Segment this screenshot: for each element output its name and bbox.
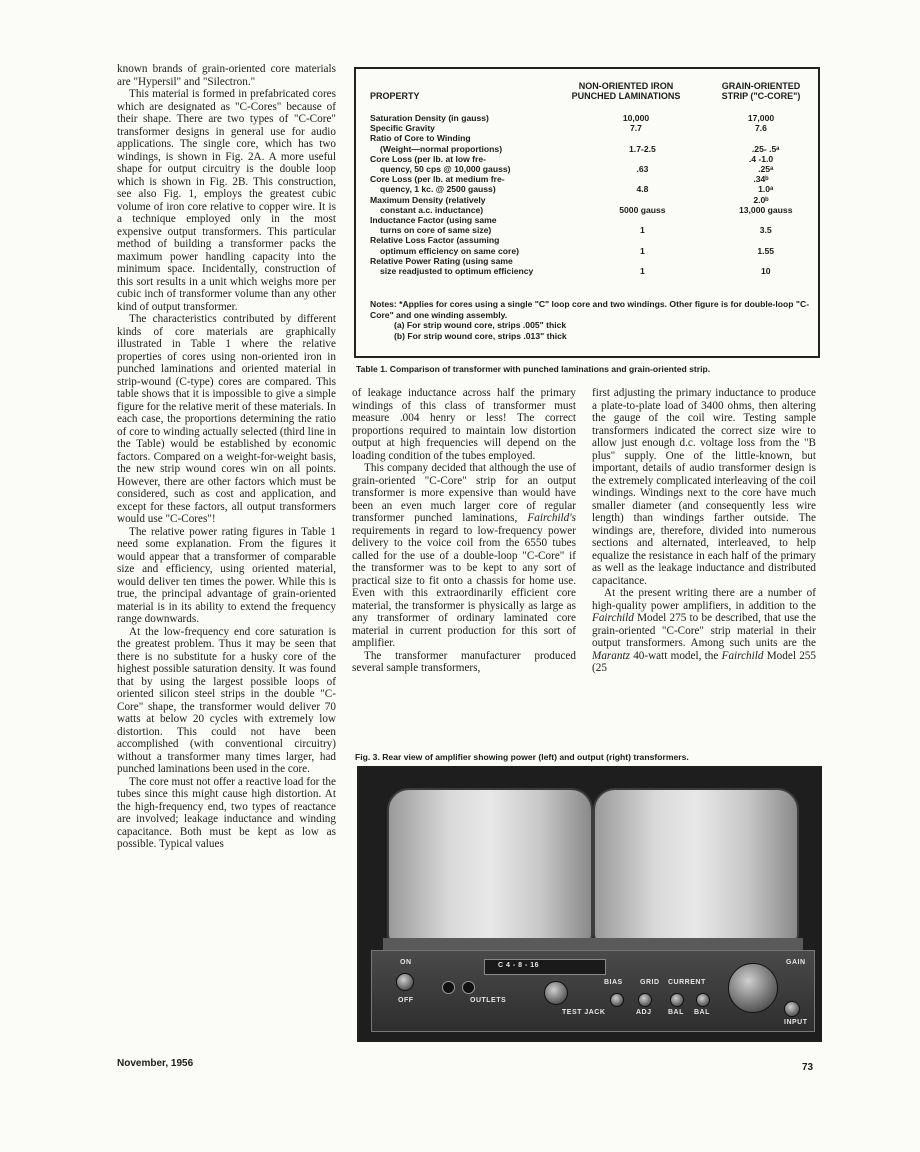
bal-knob-icon xyxy=(670,993,684,1007)
table-row xyxy=(370,154,820,164)
table-row xyxy=(370,123,820,133)
paragraph: The relative power rating figures in Table 1 need some explanation. From the figures it would appear that a transformer of comparable size and efficiency, using oriented material, would deliver ten times the power. While this is true, the principal advantage of grain-oriented material is in its ability to extend the frequency range downwards. xyxy=(117,525,336,625)
test-jack-label: TEST JACK xyxy=(562,1009,606,1016)
bal-label: BAL xyxy=(694,1009,710,1016)
table-row xyxy=(370,113,820,123)
table-row xyxy=(370,144,820,154)
table-row xyxy=(370,215,820,225)
table-cell: Relative Loss Factor (assuming xyxy=(370,235,500,246)
table-cell xyxy=(706,256,816,266)
table-cell: 7.6 xyxy=(755,123,767,134)
current-label: CURRENT xyxy=(668,979,706,986)
note-a: (a) For strip wound core, strips .005" thick xyxy=(394,320,567,330)
table-cell: (Weight—normal proportions) xyxy=(380,143,503,154)
socket-icon xyxy=(462,981,475,994)
table-cell: 1 xyxy=(640,266,645,277)
table-cell: Core Loss (per lb. at medium fre- xyxy=(370,174,505,185)
grid-label: GRID xyxy=(640,979,660,986)
table-cell: 3.5 xyxy=(759,225,772,236)
table-cell: size readjusted to optimum efficiency xyxy=(380,266,534,277)
amplifier-photo xyxy=(357,766,822,1042)
off-label: OFF xyxy=(398,997,414,1004)
table-cell: 1 xyxy=(640,225,645,236)
table-cell: Ratio of Core to Winding xyxy=(370,133,471,144)
table-rows xyxy=(370,113,820,276)
input-jack-icon xyxy=(784,1001,800,1017)
paragraph: The characteristics contributed by different kinds of core materials are graphically illustrated in Table 1 where the relative properties of cores using non-oriented iron in punched laminations and oriented material in strip-wound (C-type) cores are compared. This table shows that it is impossible to give a simple figure for the relative merit of these materials. In each case, the proportions determining the ratio of core to winding actually selected (third line in the Table) would be established by economic factors. Compared on a weight-for-weight basis, the new strip wound cores win on all points. However, there are other factors which must be considered, such as cost and application, and except for these factors, all output transformers would use "C-Cores"! xyxy=(117,313,336,525)
text-column-1 xyxy=(117,63,336,851)
table-cell xyxy=(706,235,816,245)
test-jack-icon xyxy=(544,981,568,1005)
header-property: PROPERTY xyxy=(370,91,420,101)
table-cell: constant a.c. inductance) xyxy=(380,204,484,215)
header-non-oriented: NON-ORIENTED IRON PUNCHED LAMINATIONS xyxy=(571,81,681,101)
table-cell: Maximum Density (relatively xyxy=(370,194,486,205)
bias-knob-icon xyxy=(610,993,624,1007)
table-cell: turns on core of same size) xyxy=(380,225,492,236)
power-transformer xyxy=(387,788,593,946)
note-main: Notes: *Applies for cores using a single "C" loop core and two windings. Other figure is for double-loop "C-Core" and one winding assembly. xyxy=(370,299,810,320)
table-cell xyxy=(566,133,706,143)
table-cell: .4 -1.0 xyxy=(748,153,774,164)
table-row xyxy=(370,246,820,256)
table-cell xyxy=(706,215,816,225)
table-notes xyxy=(370,299,810,341)
paragraph: The core must not offer a reactive load for the tubes since this might cause high distortion. At the high-frequency end, two types of reactance are involved; leakage inductance and winding capacitance. Both must be kept as low as possible. Typical values xyxy=(117,775,336,850)
bal-knob-icon xyxy=(696,993,710,1007)
table-cell xyxy=(566,235,706,245)
table-cell: 1.0ᵃ xyxy=(758,184,774,195)
table-cell: .34ᵇ xyxy=(753,174,769,185)
issue-date: November, 1956 xyxy=(117,1058,194,1069)
table-cell: 2.0ᵇ xyxy=(753,194,769,205)
paragraph: known brands of grain-oriented core materials are "Hypersil" and "Silectron." xyxy=(117,63,336,88)
socket-icon xyxy=(442,981,455,994)
comparison-table xyxy=(354,67,820,358)
page-number: 73 xyxy=(802,1062,814,1073)
text-column-3 xyxy=(592,387,816,675)
speaker-taps-label: C 4 - 8 - 16 xyxy=(498,962,540,969)
table-cell: Relative Power Rating (using same xyxy=(370,255,513,266)
paragraph: This company decided that although the use of grain-oriented "C-Core" strip for an output transformer is more expensive than would have been an even much larger core of regular transformer punched laminations, Fairchild's requirements in regard to low-frequency power delivery to the voice coil from the 6550 tubes called for the use of a double-loop "C-Core" if the transformer was to be kept to any sort of practical size to fit onto a chassis for home use. Even with this extraordinarily efficient core material, the transformer is physically as large as any transformer of ordinary laminated core material in current production for this sort of amplifier. xyxy=(352,462,576,649)
rear-panel xyxy=(371,950,815,1032)
power-switch-icon xyxy=(396,973,414,991)
paragraph: This material is formed in prefabricated cores which are designated as "C-Cores" because of their shape. There are two types of "C-Core" transformer designs in general use for audio applications. The single core, which has two windings, is shown in Fig. 2A. A more useful shape for output circuitry is the double loop which is shown in Fig. 2B. This construction, see also Fig. 1, employs the greatest cubic volume of iron core relative to copper wire. It is a technique employed only in the most expensive output transformers. This particular method of building a transformer packs the maximum power handling capacity into the minimum space. Incidentally, construction of this sort results in a unit which weighs more per cubic inch of transformer volume than any other kind of output transformer. xyxy=(117,88,336,313)
table-cell: quency, 50 cps @ 10,000 gauss) xyxy=(380,164,511,175)
table-cell xyxy=(566,154,706,164)
table-cell: 5000 gauss xyxy=(619,204,666,215)
adj-knob-icon xyxy=(638,993,652,1007)
header-grain-oriented: GRAIN-ORIENTED STRIP ("C-CORE") xyxy=(721,81,801,101)
table-row xyxy=(370,164,820,174)
table-row xyxy=(370,256,820,266)
table-cell xyxy=(566,215,706,225)
table-row xyxy=(370,205,820,215)
table-cell xyxy=(566,174,706,184)
input-label: INPUT xyxy=(784,1019,808,1026)
table-cell: 10,000 xyxy=(622,113,650,123)
table-row xyxy=(370,133,820,143)
note-b: (b) For strip wound core, strips .013" thick xyxy=(394,330,567,341)
table-cell: .63 xyxy=(636,164,649,175)
bias-label: BIAS xyxy=(604,979,623,986)
table-cell: Core Loss (per lb. at low fre- xyxy=(370,153,487,164)
table-cell: quency, 1 kc. @ 2500 gauss) xyxy=(380,184,496,195)
paragraph: first adjusting the primary inductance to produce a plate-to-plate load of 3400 ohms, then altering the gauge of the coil wire. Testing sample transformers indicated the correct size wire to allow just enough d.c. voltage loss from the "B plus" supply. One of the little-known, but important, details of audio transformer design is the extremely complicated interleaving of the coil windings. Windings next to the core have much smaller diameter (and consequently less wire length) than windings farther outside. The windings are, therefore, divided into numerous sections and alternated, interleaved, to help equalize the resistance in each half of the primary as well as the leakage inductance and distributed capacitance. xyxy=(592,387,816,587)
table-row xyxy=(370,184,820,194)
table-row xyxy=(370,225,820,235)
table-cell xyxy=(566,195,706,205)
figure-caption: Fig. 3. Rear view of amplifier showing power (left) and output (right) transformers. xyxy=(355,752,689,762)
table-cell: .25ᵃ xyxy=(758,164,774,175)
table-row xyxy=(370,235,820,245)
table-row xyxy=(370,266,820,276)
table-cell: 13,000 gauss xyxy=(738,204,793,215)
table-cell: 10 xyxy=(760,266,771,277)
table-cell xyxy=(566,256,706,266)
bal-label: BAL xyxy=(668,1009,684,1016)
table-caption: Table 1. Comparison of transformer with punched laminations and grain-oriented strip. xyxy=(356,364,711,374)
table-cell: Saturation Density (in gauss) xyxy=(370,113,489,123)
table-cell: optimum efficiency on same core) xyxy=(380,245,519,256)
gain-label: GAIN xyxy=(786,959,806,966)
output-transformer xyxy=(593,788,799,946)
table-row xyxy=(370,174,820,184)
paragraph: of leakage inductance across half the primary windings of this class of transformer must measure .004 henry or less! The correct proportions required to maintain low distortion output at high frequencies will depend on the loading condition of the tubes employed. xyxy=(352,387,576,462)
table-cell: 1 xyxy=(640,245,645,256)
table-cell: .25- .5ᵃ xyxy=(751,143,780,154)
paragraph: At the low-frequency end core saturation is the greatest problem. Thus it may be seen that there is no substitute for a husky core of the highest possible saturation density. It was found that by using the largest possible loops of oriented silicon steel strips in the double "C-Core" shape, the transformer would deliver 70 watts at below 20 cycles with extremely low distortion. This could not have been accomplished (with conventional circuitry) without a transformer many times larger, had punched laminations been used in the core. xyxy=(117,625,336,775)
table-cell xyxy=(706,133,816,143)
adj-label: ADJ xyxy=(636,1009,652,1016)
table-cell: Specific Gravity xyxy=(370,123,435,134)
outlets-label: OUTLETS xyxy=(470,997,507,1004)
table-cell: 17,000 xyxy=(747,113,775,123)
table-cell: 1.7-2.5 xyxy=(629,143,656,154)
table-row xyxy=(370,195,820,205)
table-cell: Inductance Factor (using same xyxy=(370,215,497,226)
on-label: ON xyxy=(400,959,412,966)
gain-dial-icon xyxy=(728,963,778,1013)
text-column-2 xyxy=(352,387,576,675)
table-cell: 1.55 xyxy=(757,245,775,256)
paragraph: The transformer manufacturer produced several sample transformers, xyxy=(352,649,576,674)
table-cell: 4.8 xyxy=(636,184,649,195)
paragraph: At the present writing there are a number of high-quality power amplifiers, in addition to the Fairchild Model 275 to be described, that use the grain-oriented "C-Core" strip material in their output transformers. Among such units are the Marantz 40-watt model, the Fairchild Model 255 (25 xyxy=(592,587,816,674)
table-cell: 7.7 xyxy=(630,123,642,134)
